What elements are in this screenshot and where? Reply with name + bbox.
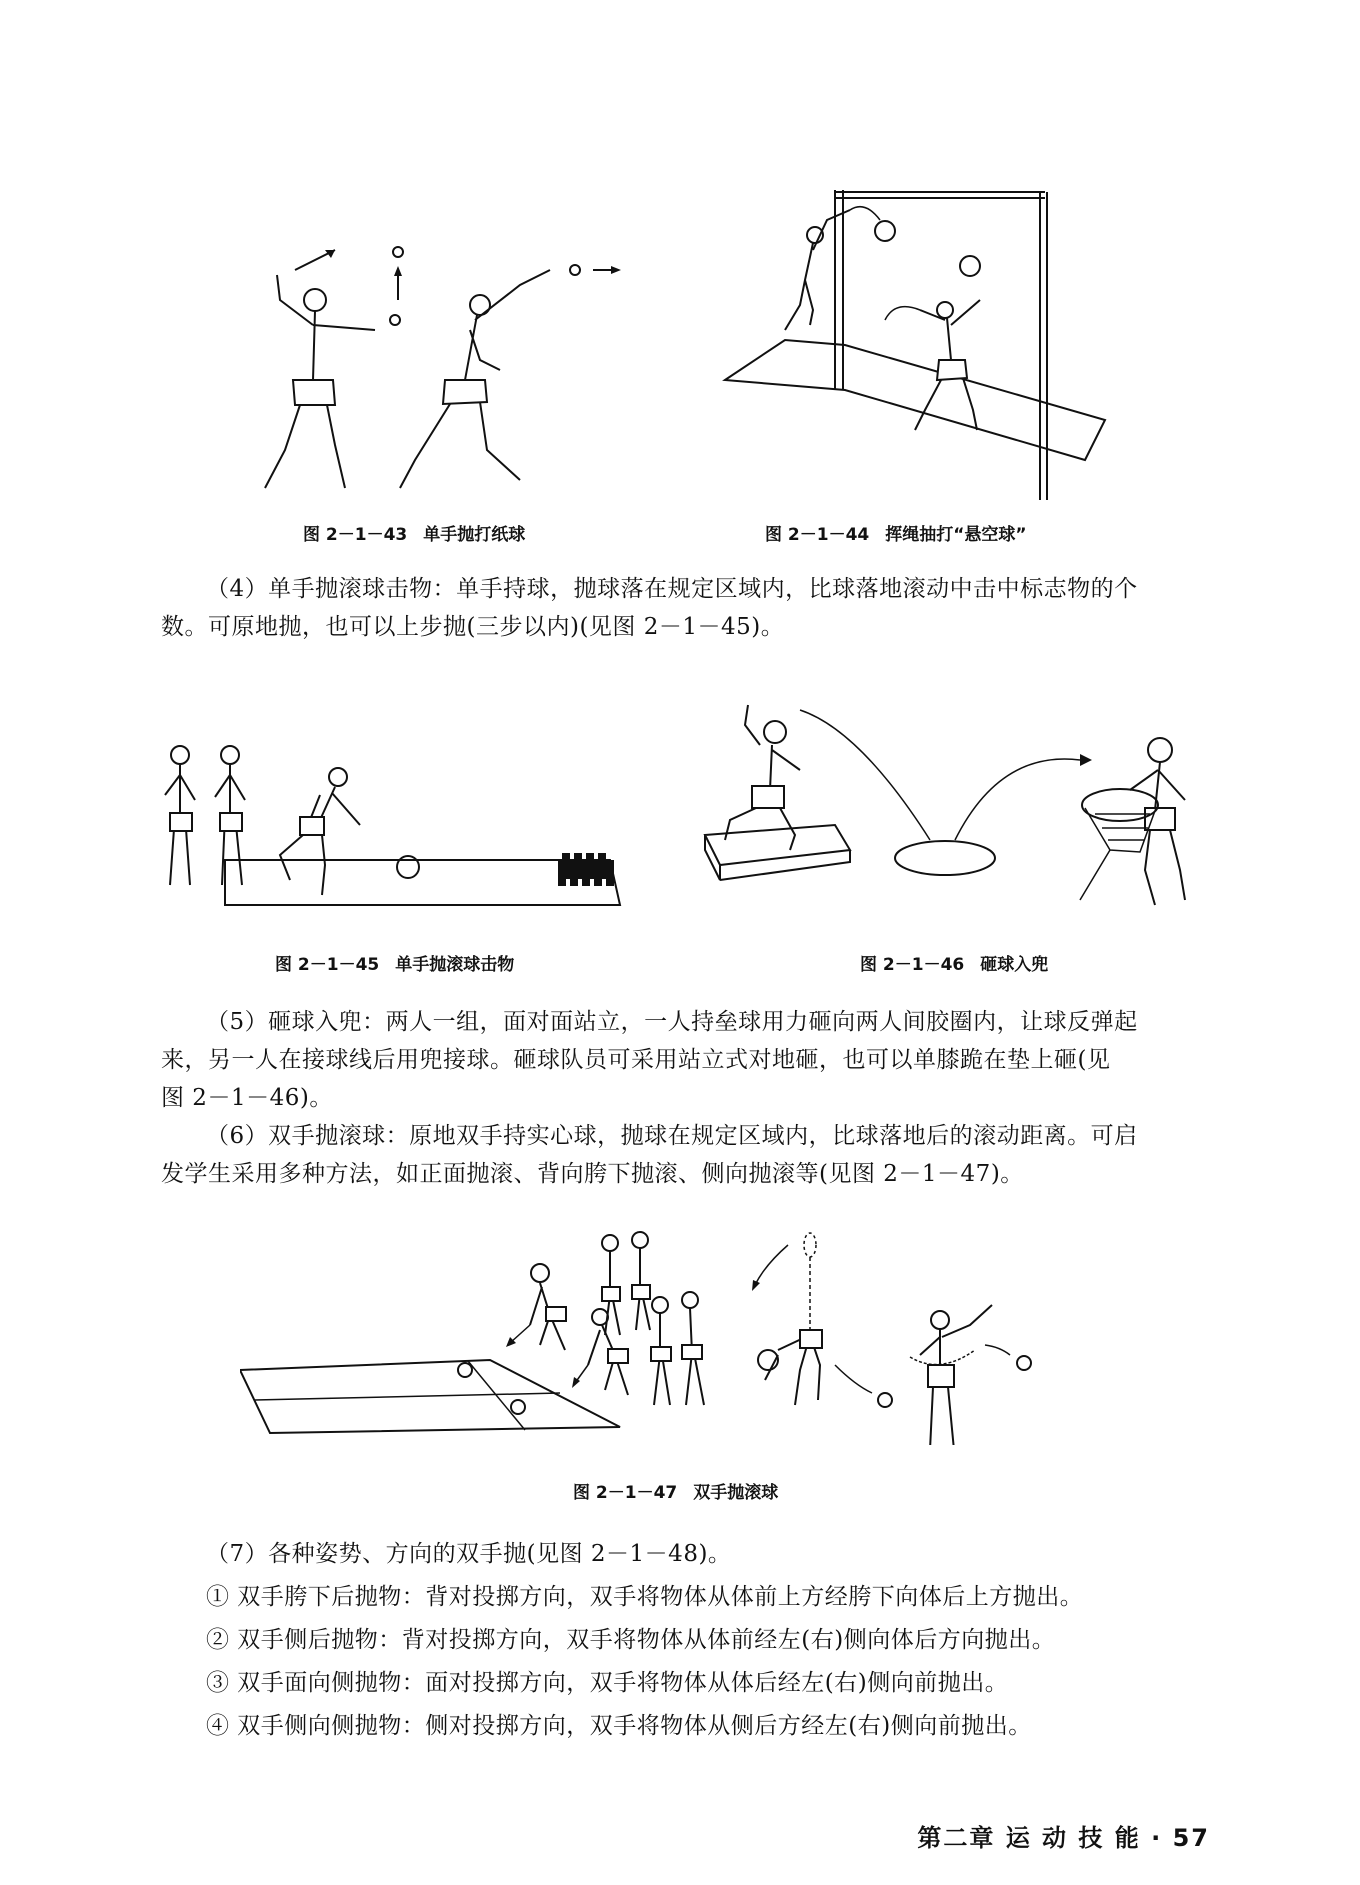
- figure-46-title: 砸球入兜: [980, 955, 1049, 975]
- page-number: · 57: [1151, 1824, 1210, 1852]
- paragraph-4: [161, 570, 1206, 646]
- figure-47-caption: [573, 1478, 778, 1503]
- paragraph-6-line-2: 发学生采用多种方法，如正面抛滚、背向胯下抛滚、侧向抛滚等(见图 2－1－47)。: [161, 1161, 1024, 1187]
- figure-47-illustration: [240, 1225, 1120, 1445]
- page-footer: [917, 1818, 1210, 1853]
- figure-43-caption: [303, 520, 525, 545]
- paragraph-4-line-2: 数。可原地抛，也可以上步抛(三步以内)(见图 2－1－45)。: [161, 614, 785, 640]
- paragraph-5-line-3: 图 2－1－46)。: [161, 1085, 333, 1111]
- figure-47-title: 双手抛滚球: [693, 1483, 779, 1503]
- figure-44-number: 图 2－1－44: [765, 525, 870, 545]
- paragraph-7-item-1: ① 双手胯下后抛物：背对投掷方向，双手将物体从体前上方经胯下向体后上方抛出。: [206, 1584, 1084, 1610]
- figure-45-number: 图 2－1－45: [275, 955, 380, 975]
- figure-43-illustration: [255, 230, 635, 510]
- figure-47-number: 图 2－1－47: [573, 1483, 678, 1503]
- chapter-title: 第二章 运 动 技 能: [917, 1824, 1141, 1852]
- figure-44-illustration: [715, 180, 1115, 510]
- paragraph-6: [161, 1117, 1206, 1193]
- paragraph-5: [161, 1003, 1206, 1117]
- paragraph-7-title: （7）各种姿势、方向的双手抛(见图 2－1－48)。: [206, 1541, 732, 1567]
- figure-45-illustration: [150, 725, 670, 925]
- paragraph-4-line-1: （4）单手抛滚球击物：单手持球，抛球落在规定区域内，比球落地滚动中击中标志物的个: [206, 576, 1138, 602]
- figure-45-title: 单手抛滚球击物: [395, 955, 515, 975]
- figure-46-number: 图 2－1－46: [860, 955, 965, 975]
- paragraph-5-line-2: 来，另一人在接球线后用兜接球。砸球队员可采用站立式对地砸，也可以单膝跪在垫上砸(见: [161, 1047, 1111, 1073]
- paragraph-7-item-4: ④ 双手侧向侧抛物：侧对投掷方向，双手将物体从侧后方经左(右)侧向前抛出。: [206, 1713, 1032, 1739]
- paragraph-7-item-3: ③ 双手面向侧抛物：面对投掷方向，双手将物体从体后经左(右)侧向前抛出。: [206, 1670, 1009, 1696]
- figure-43-title: 单手抛打纸球: [423, 525, 526, 545]
- figure-44-caption: [765, 520, 1027, 545]
- figure-46-illustration: [700, 690, 1220, 940]
- figure-44-title: 挥绳抽打“悬空球”: [885, 525, 1027, 545]
- figure-45-caption: [275, 950, 514, 975]
- figure-43-number: 图 2－1－43: [303, 525, 408, 545]
- paragraph-7-item-2: ② 双手侧后抛物：背对投掷方向，双手将物体从体前经左(右)侧向体后方向抛出。: [206, 1627, 1056, 1653]
- paragraph-6-line-1: （6）双手抛滚球：原地双手持实心球，抛球在规定区域内，比球落地后的滚动距离。可启: [206, 1123, 1138, 1149]
- figure-46-caption: [860, 950, 1048, 975]
- paragraph-5-line-1: （5）砸球入兜：两人一组，面对面站立，一人持垒球用力砸向两人间胶圈内，让球反弹起: [206, 1009, 1138, 1035]
